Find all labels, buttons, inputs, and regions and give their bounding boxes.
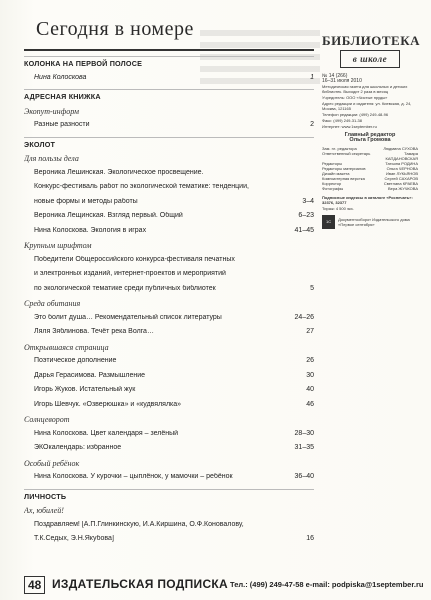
toc-entry	[24, 121, 314, 128]
toc-entry-text: Нина Колоскова	[34, 73, 87, 81]
toc-entry-text: Ляля Зяблинова. Течёт река Волга…	[34, 328, 154, 335]
staff-role: Компьютерная верстка	[322, 176, 365, 181]
toc-entry-text: Это болит душа… Рекомендательный список литературы	[34, 313, 222, 321]
toc-page-number: 41–45	[294, 226, 314, 234]
toc-entry-text: Особый ребёнок	[24, 458, 80, 468]
toc-entry	[24, 198, 314, 205]
publisher-box: 1С Документооборот Издательского дома «Первое сентября»	[322, 215, 418, 229]
masthead-site: Интернет: www.1september.ru	[322, 124, 377, 129]
title-rule	[24, 49, 314, 51]
toc-page-number: 40	[306, 386, 314, 393]
toc-entry-text: ЭКОкалендарь: избранное	[34, 444, 122, 451]
toc-entry-text: Дарья Герасимова. Размышление	[34, 371, 146, 379]
toc-page-number: 30	[306, 371, 314, 379]
toc-entry-text: Т.К.Седых, Э.Н.Якубова]	[34, 535, 114, 542]
toc-entry-text: Победители Общероссийского конкурса-фестиваля печатных	[34, 255, 235, 263]
toc-entry-text: Нина Колоскова. Экология в играх	[34, 226, 147, 234]
toc-subsection-heading	[24, 299, 314, 308]
toc-entry	[24, 386, 314, 393]
toc-entry-text: Крупным шрифтом	[24, 241, 92, 250]
masthead-phone: Телефон редакции: (499) 249-48-96	[322, 112, 389, 117]
issue-number: № 14 (266)	[322, 73, 348, 79]
print-run: Тираж: 4 500 экз.	[322, 206, 354, 211]
toc-entry-text: Разные разности	[34, 121, 90, 128]
toc-entry	[24, 535, 314, 542]
staff-list	[322, 146, 418, 191]
toc-page-number: 1	[310, 73, 314, 81]
staff-role: Зам. гл. редактора	[322, 146, 357, 151]
toc-section-heading	[24, 140, 314, 149]
table-of-contents	[24, 10, 314, 553]
toc-entry-text: Для пользы дела	[24, 154, 79, 163]
toc-entry	[24, 328, 314, 335]
toc-entry	[24, 256, 314, 263]
editor-name: Ольга Громова	[349, 137, 391, 143]
toc-page-number: 16	[306, 535, 314, 542]
page-number: 48	[24, 576, 45, 594]
toc-entry	[24, 401, 314, 408]
toc-entry	[24, 430, 314, 437]
toc-subsection-heading	[24, 107, 314, 116]
toc-entry-text: Ах, юбилей!	[24, 506, 64, 515]
toc-page-number: 24–26	[294, 313, 314, 321]
staff-name: Людмила СУХОВА	[383, 146, 418, 151]
toc-entry	[24, 521, 314, 528]
toc-subsection-heading	[24, 415, 314, 424]
toc-page-number: 6–23	[298, 212, 314, 219]
publisher-logo-icon: 1С	[322, 215, 335, 229]
toc-subsection-heading	[24, 343, 314, 352]
toc-page-number: 26	[306, 357, 314, 364]
toc-page-number: 5	[310, 284, 314, 292]
toc-entry	[24, 74, 314, 81]
staff-role: Редакторы	[322, 161, 343, 166]
editor-label: Главный редактор	[344, 132, 396, 138]
toc-page-number: 27	[306, 328, 314, 335]
masthead-founder: Учредитель: ООО «Чистые пруды»	[322, 95, 388, 100]
staff-role: Дизайн макета	[322, 171, 350, 176]
footer-contact: Тел.: (499) 249-47-58 e-mail: podpiska@1september.ru	[230, 580, 424, 589]
masthead-fax: Факс: (499) 249-31-38	[322, 118, 362, 123]
section-rule	[24, 56, 314, 57]
toc-entry	[24, 183, 314, 190]
staff-name: Татьяна РОДИНА	[385, 161, 418, 166]
toc-entry-text: АДРЕСНАЯ КНИЖКА	[24, 92, 101, 101]
toc-entry	[24, 169, 314, 176]
toc-entry	[24, 227, 314, 234]
toc-entry-text: Нина Колоскова. Цвет календаря – зелёный	[34, 429, 179, 437]
toc-entry	[24, 314, 314, 321]
toc-entry	[24, 270, 314, 277]
toc-list	[24, 53, 314, 553]
toc-page-number: 36–40	[294, 473, 314, 480]
masthead	[322, 33, 421, 229]
toc-section-heading	[24, 59, 314, 68]
toc-entry-text: и электронных изданий, интернет-проектов и мероприятий	[34, 270, 226, 277]
toc-subsection-heading	[24, 506, 314, 515]
toc-page-number: 31–35	[294, 444, 314, 451]
staff-role: Корректор	[322, 181, 342, 186]
toc-section-heading	[24, 492, 314, 501]
toc-entry-text: по экологической тематике среди публичных библиотек	[34, 284, 216, 292]
toc-entry-text: Поздравляем! [А.П.Глинкинскую, И.А.Киршина, О.Ф.Коновалову,	[34, 520, 244, 528]
newspaper-logo: БИБЛИОТЕКА в школе	[322, 34, 418, 68]
toc-entry	[24, 473, 314, 480]
toc-entry-text: Солнцеворот	[24, 415, 70, 424]
section-rule	[24, 89, 314, 90]
staff-name: Ольга ЧЕРНОВА	[386, 166, 418, 171]
toc-entry-text: Игорь Жуков. Истательный жук	[34, 386, 136, 393]
toc-entry	[24, 372, 314, 379]
spine-text	[8, 60, 18, 580]
toc-page-number: 2	[310, 121, 314, 128]
toc-entry-text: Экопут-информ	[24, 106, 79, 116]
toc-entry	[24, 357, 314, 364]
staff-name: Сергей САХАРОВ	[384, 176, 418, 181]
masthead-description: Методическая газета для школьных и детских библиотек. Выходит 2 раза в месяц	[322, 84, 408, 94]
toc-entry-text: Нина Колоскова. У курочки – цыплёнок, у мамочки – ребёнок	[34, 473, 233, 480]
staff-name: Тамара КАПДАНОВСКАЯ	[385, 151, 418, 161]
section-rule	[24, 137, 314, 138]
staff-name: Вера ЖУЧКОВА	[387, 186, 418, 191]
staff-role: Фотографы	[322, 186, 344, 191]
staff-row	[322, 151, 418, 161]
toc-entry-text: новые формы и методы работы	[34, 197, 138, 205]
toc-entry-text: Среда обитания	[24, 299, 81, 308]
toc-entry-text: Открывшаяся страница	[24, 342, 109, 352]
toc-entry	[24, 212, 314, 219]
toc-entry-text: Вероника Лещинская. Взгляд первый. Общий	[34, 212, 183, 219]
toc-entry-text: КОЛОНКА НА ПЕРВОЙ ПОЛОСЕ	[24, 59, 143, 68]
staff-role: Ответственный секретарь	[322, 151, 371, 156]
toc-entry-text: Игорь Шевчук. «Озверюшка» и «кудвялялка»	[34, 400, 182, 408]
toc-subsection-heading	[24, 154, 314, 163]
toc-page-number: 28–30	[294, 429, 314, 437]
toc-subsection-heading	[24, 241, 314, 250]
toc-entry	[24, 285, 314, 292]
subscription-info: Подписные индексы в каталоге «Роспечать»: 32376, 32377	[322, 195, 413, 205]
toc-entry-text: ЭКОЛОТ	[24, 139, 56, 149]
staff-name: Светлана КРАЕВА	[383, 181, 418, 186]
staff-name: Иван ЛУКЬЯНОВ	[386, 171, 418, 176]
toc-entry-text: Конкурс-фестиваль работ по экологической тематике: тенденции,	[34, 183, 249, 190]
toc-entry-text: ЛИЧНОСТЬ	[24, 491, 67, 501]
page-title: Сегодня в номере	[36, 18, 194, 40]
masthead-address: Адрес редакции и издателя: ул. Киевская, д. 24, Москва, 121165	[322, 101, 412, 111]
issue-dates: 16–31 июля 2010	[322, 78, 362, 84]
toc-subsection-heading	[24, 459, 314, 468]
section-rule	[24, 489, 314, 490]
staff-row	[322, 186, 418, 191]
toc-page-number: 46	[306, 400, 314, 408]
footer-title: ИЗДАТЕЛЬСКАЯ ПОДПИСКА	[52, 577, 229, 591]
toc-entry-text: Поэтическое дополнение	[34, 357, 117, 364]
staff-role: Редакторы материалов	[322, 166, 366, 171]
toc-section-heading	[24, 92, 314, 101]
toc-page-number: 3–4	[302, 197, 314, 205]
toc-entry-text: Вероника Лешинская. Экологическое просвещение.	[34, 168, 204, 176]
toc-entry	[24, 444, 314, 451]
